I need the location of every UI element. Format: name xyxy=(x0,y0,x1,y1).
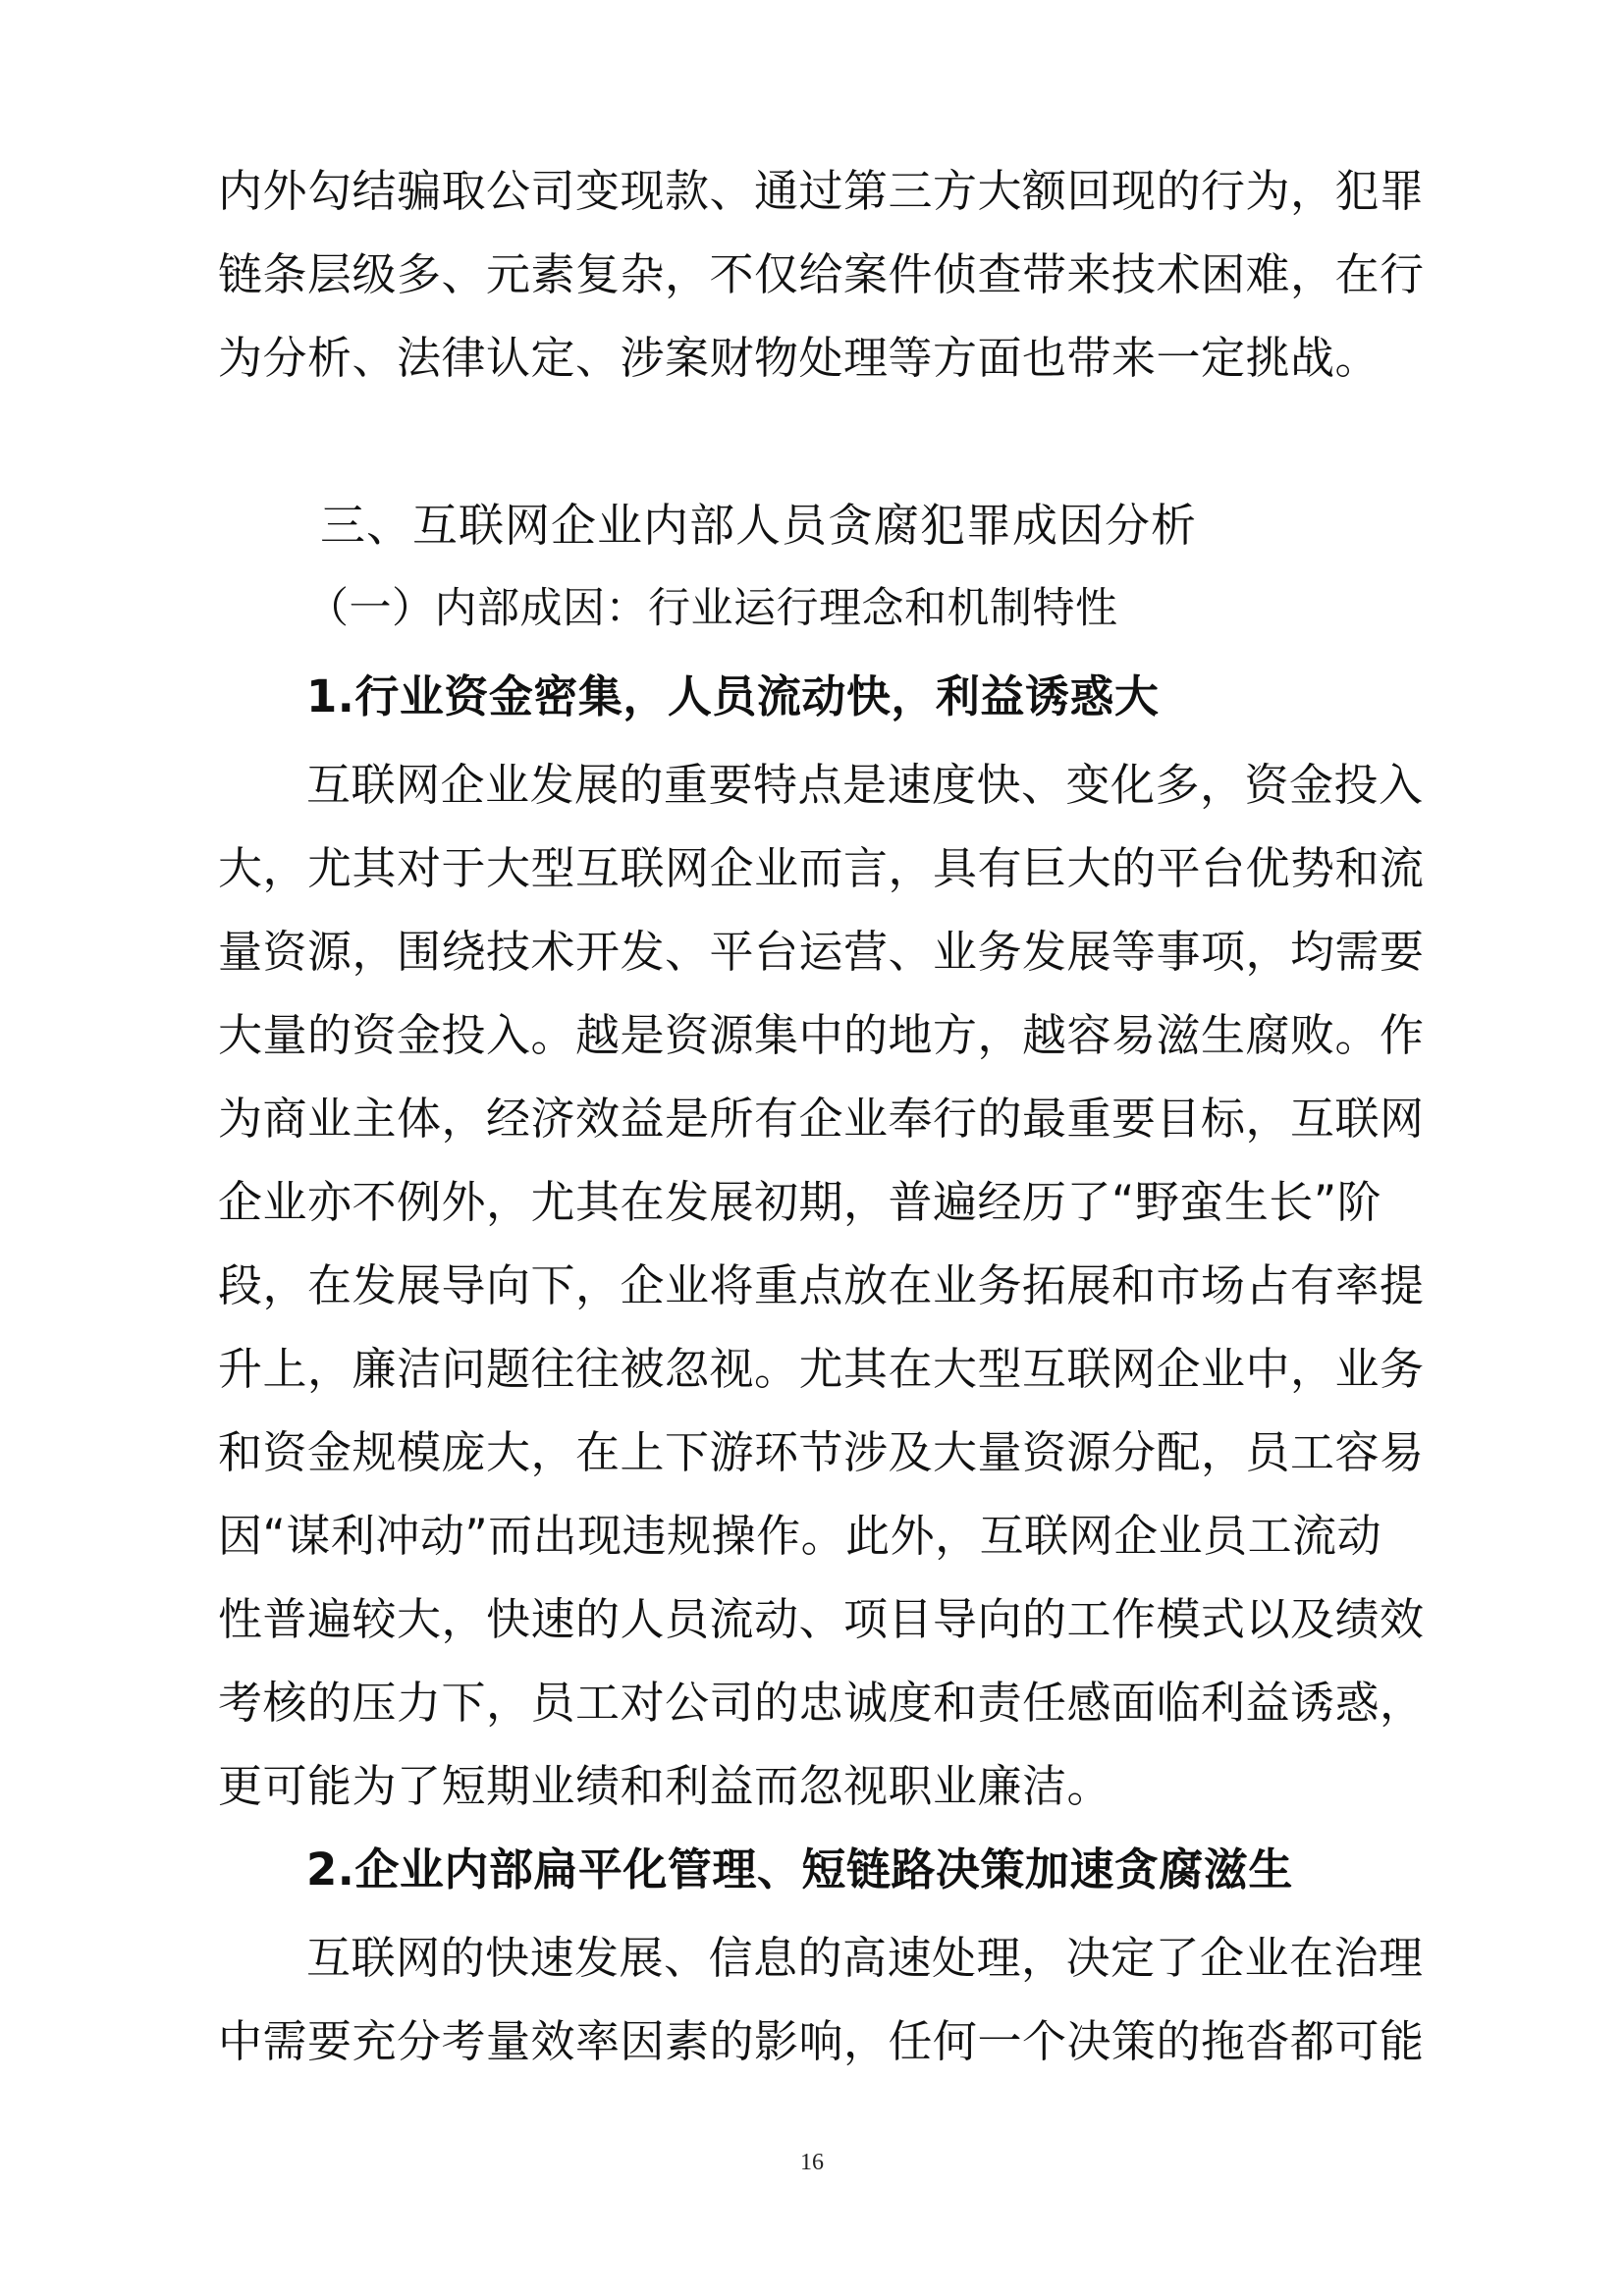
paragraph-line: 为商业主体，经济效益是所有企业奉行的最重要目标，互联网 xyxy=(218,1093,1425,1145)
paragraph-line: 链条层级多、元素复杂，不仅给案件侦查带来技术困难，在行 xyxy=(218,248,1425,300)
paragraph-line: 因“谋利冲动”而出现违规操作。此外，互联网企业员工流动 xyxy=(218,1510,1382,1562)
paragraph-line: 段，在发展导向下，企业将重点放在业务拓展和市场占有率提 xyxy=(218,1259,1425,1311)
point-heading: 2.企业内部扁平化管理、短链路决策加速贪腐滋生 xyxy=(306,1843,1293,1896)
subsection-heading: （一）内部成因：行业运行理念和机制特性 xyxy=(306,584,1118,633)
section-heading: 三、互联网企业内部人员贪腐犯罪成因分析 xyxy=(320,499,1197,552)
paragraph-line: 和资金规模庞大，在上下游环节涉及大量资源分配，员工容易 xyxy=(218,1426,1425,1478)
paragraph-line: 升上，廉洁问题往往被忽视。尤其在大型互联网企业中，业务 xyxy=(218,1343,1425,1395)
page-number: 16 xyxy=(800,2150,824,2175)
point-heading: 1.行业资金密集，人员流动快，利益诱惑大 xyxy=(306,670,1160,722)
paragraph-line: 为分析、法律认定、涉案财物处理等方面也带来一定挑战。 xyxy=(218,332,1380,384)
paragraph-line: 企业亦不例外，尤其在发展初期，普遍经历了“野蛮生长”阶 xyxy=(218,1176,1382,1228)
paragraph-line: 互联网的快速发展、信息的高速处理，决定了企业在治理 xyxy=(306,1932,1424,1984)
paragraph-line: 大，尤其对于大型互联网企业而言，具有巨大的平台优势和流 xyxy=(218,842,1425,894)
paragraph-line: 考核的压力下，员工对公司的忠诚度和责任感面临利益诱惑， xyxy=(218,1677,1425,1729)
paragraph-line: 中需要充分考量效率因素的影响，任何一个决策的拖沓都可能 xyxy=(218,2015,1425,2067)
paragraph-line: 大量的资金投入。越是资源集中的地方，越容易滋生腐败。作 xyxy=(218,1009,1425,1061)
paragraph-line: 更可能为了短期业绩和利益而忽视职业廉洁。 xyxy=(218,1760,1112,1812)
paragraph-line: 互联网企业发展的重要特点是速度快、变化多，资金投入 xyxy=(306,759,1424,811)
paragraph-line: 量资源，围绕技术开发、平台运营、业务发展等事项，均需要 xyxy=(218,926,1425,978)
paragraph-line: 性普遍较大，快速的人员流动、项目导向的工作模式以及绩效 xyxy=(218,1593,1425,1645)
paragraph-line: 内外勾结骗取公司变现款、通过第三方大额回现的行为，犯罪 xyxy=(218,165,1425,217)
